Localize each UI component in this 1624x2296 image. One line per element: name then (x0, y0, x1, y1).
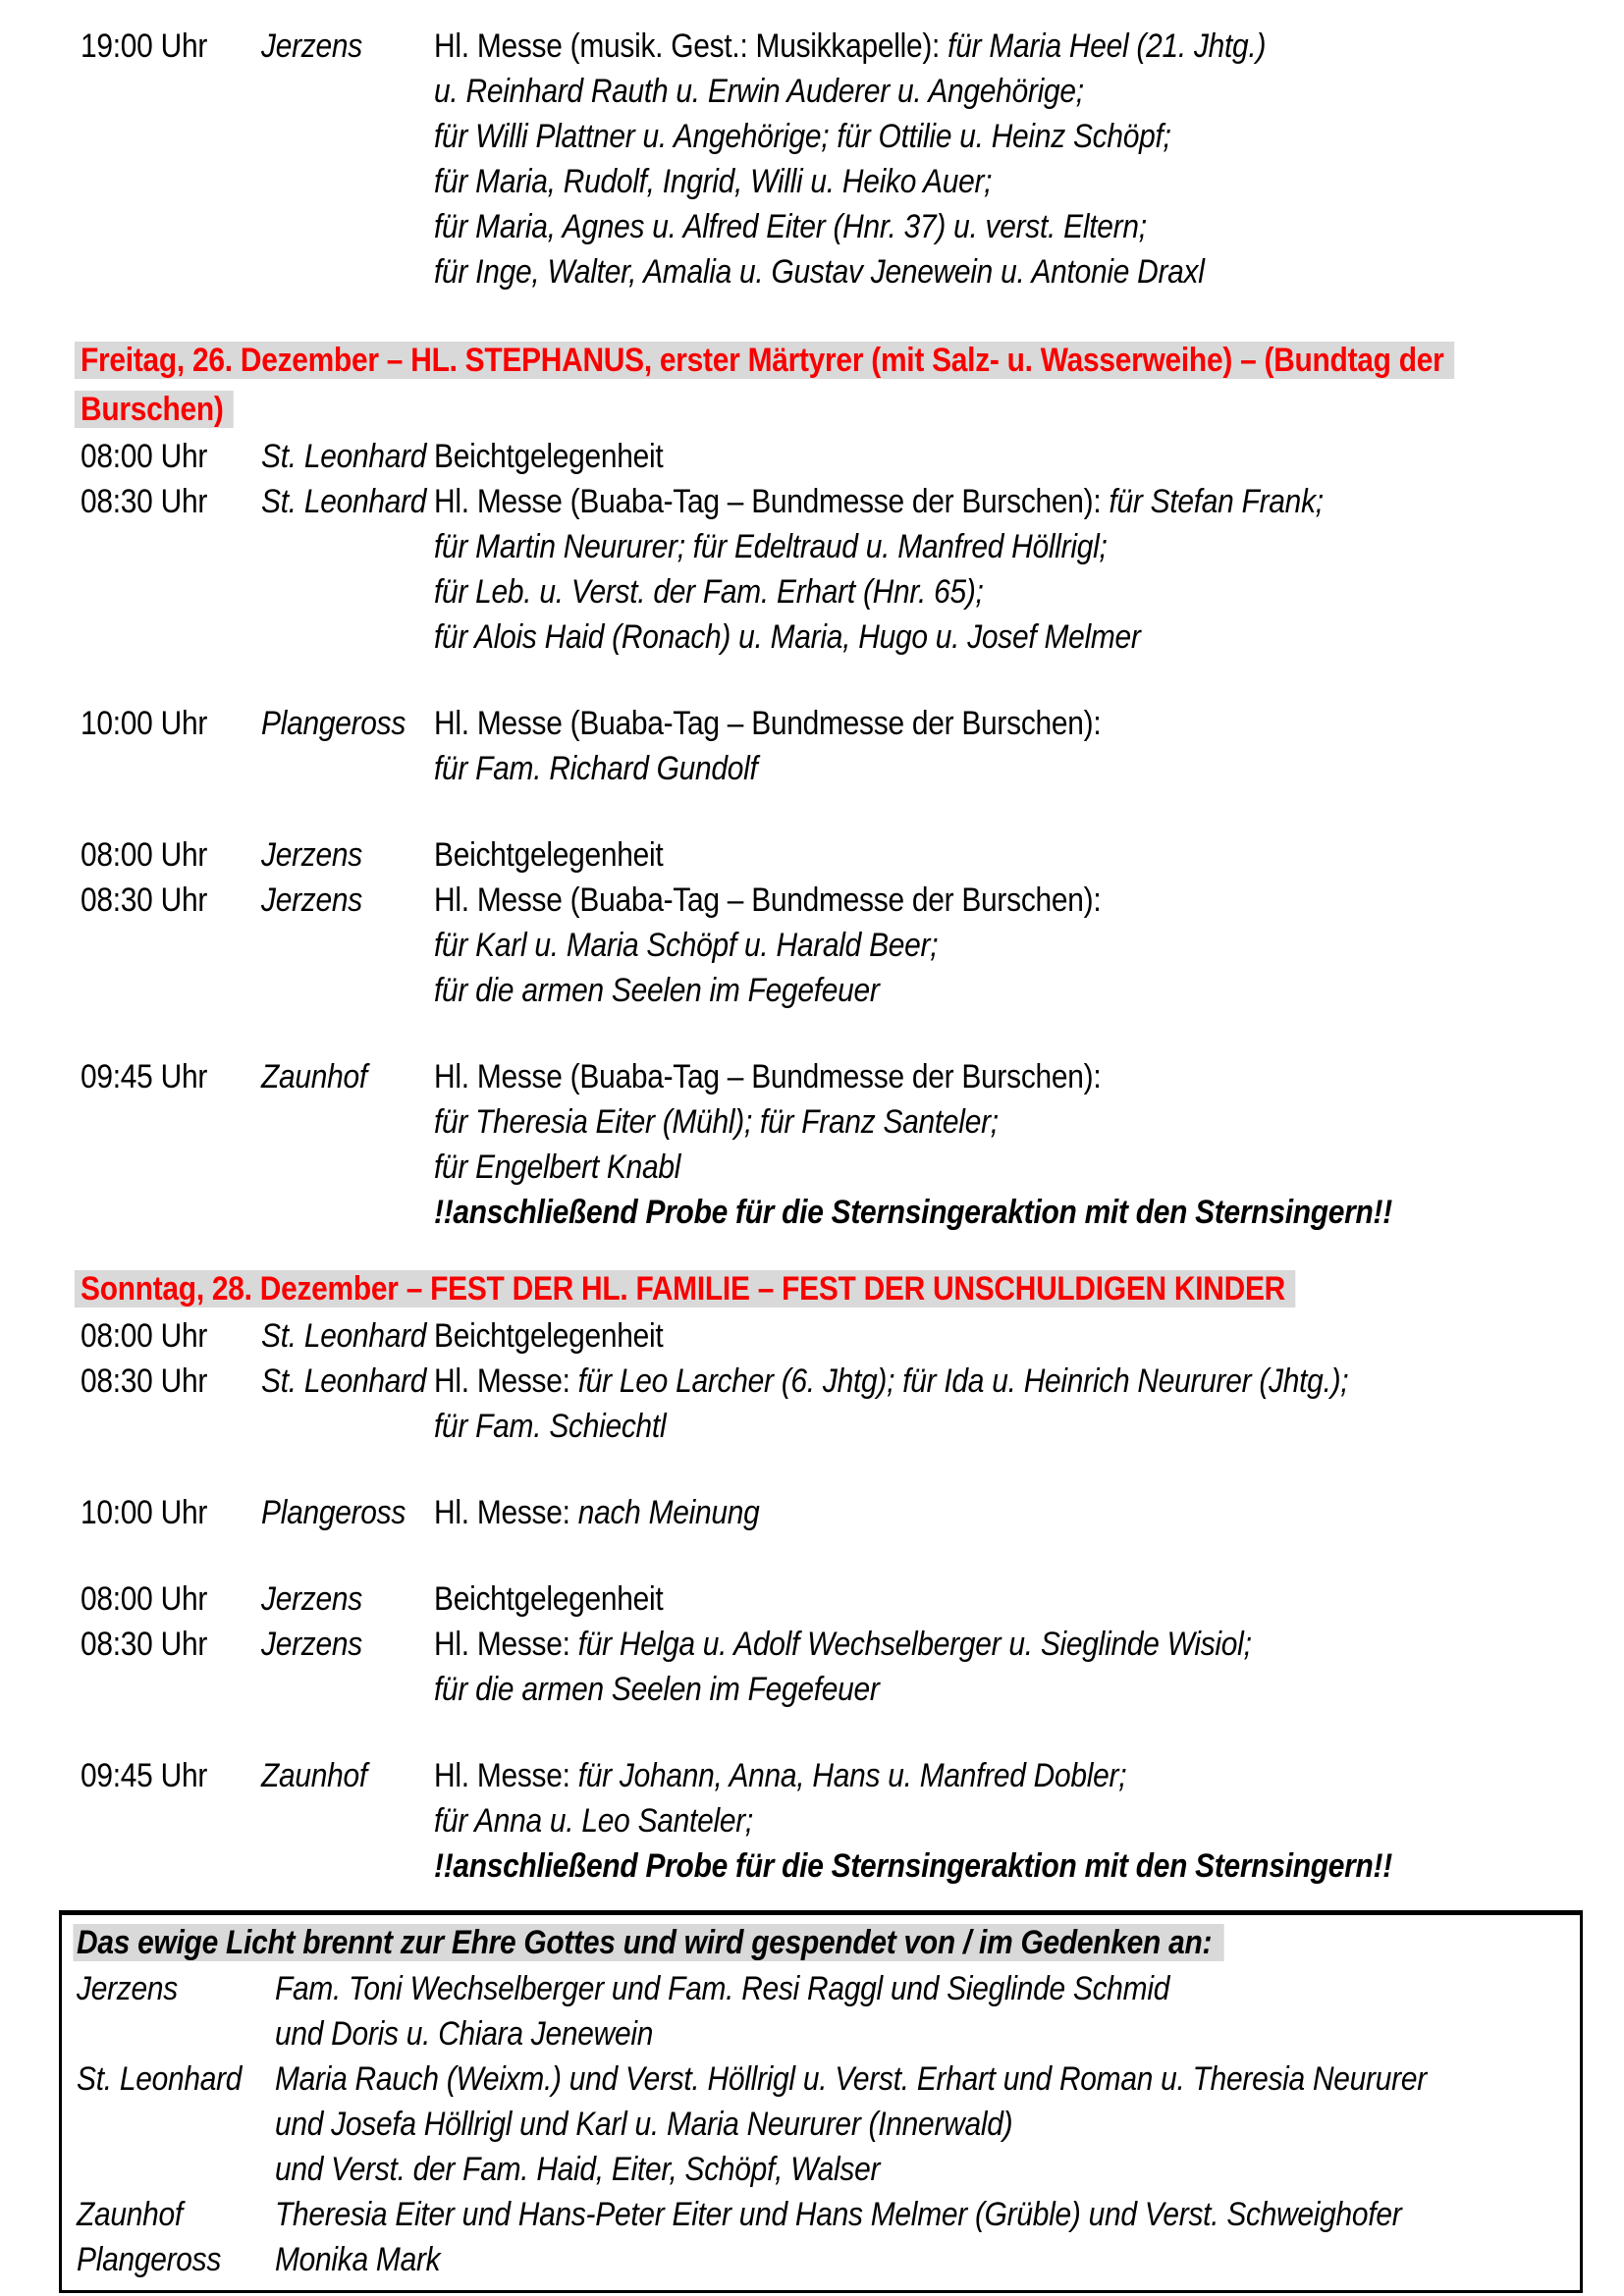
entry-location-text: Jerzens (261, 1626, 362, 1663)
entry-location (261, 1576, 434, 1622)
entry-location-text: Jerzens (261, 836, 362, 874)
schedule-entry (81, 24, 1624, 294)
memorial-text-line (275, 2056, 1584, 2102)
text-segment: Hl. Messe: (434, 1757, 578, 1794)
day-heading-line (81, 385, 1624, 434)
entry-time-text: 10:00 Uhr (81, 1494, 208, 1531)
memorial-location-text: St. Leonhard (77, 2060, 243, 2098)
description-line (434, 1667, 1624, 1712)
entry-time-text: 08:00 Uhr (81, 438, 208, 475)
description-line-content (434, 1404, 666, 1449)
schedule-block (81, 434, 1624, 1235)
description-line (434, 249, 1624, 294)
entry-description (434, 479, 1624, 660)
text-segment: !!anschließend Probe für die Sternsingeraktion mit den Sternsingern!! (434, 1194, 1392, 1231)
entry-location (261, 1054, 434, 1099)
description-line (434, 1798, 1624, 1843)
description-line-content (434, 479, 1324, 524)
memorial-text (275, 2237, 1580, 2282)
text-segment: für Engelbert Knabl (434, 1148, 681, 1186)
text-segment: für Martin Neururer; für Edeltraud u. Manfred Höllrigl; (434, 528, 1108, 565)
description-line (434, 479, 1624, 524)
description-line (434, 159, 1624, 204)
entry-time (81, 1622, 261, 1667)
text-segment: für Leo Larcher (6. Jhtg); für Ida u. Heinrich Neururer (Jhtg.); (577, 1362, 1349, 1400)
description-line-content (434, 159, 992, 204)
entry-time (81, 1576, 261, 1622)
entry-time (81, 434, 261, 479)
memorial-text-line (275, 1966, 1580, 2011)
entry-location (261, 479, 434, 524)
memorial-location (77, 2056, 275, 2102)
entry-location (261, 1359, 434, 1404)
schedule-entry (81, 1753, 1624, 1889)
entry-time-text: 08:30 Uhr (81, 1626, 208, 1663)
description-line-content (434, 1576, 663, 1622)
description-line-content (434, 24, 1266, 69)
memorial-text-line-content: Monika Mark (275, 2241, 441, 2278)
text-segment: Beichtgelegenheit (434, 438, 664, 475)
description-line (434, 923, 1624, 968)
entry-description (434, 878, 1624, 1013)
description-line (434, 614, 1624, 660)
description-line-content (434, 204, 1147, 249)
entry-time-text: 08:00 Uhr (81, 836, 208, 874)
description-line-content (434, 1313, 663, 1359)
text-segment: u. Reinhard Rauth u. Erwin Auderer u. Angehörige; (434, 73, 1084, 110)
entry-location-text: Zaunhof (261, 1058, 367, 1095)
text-segment: für Maria, Rudolf, Ingrid, Willi u. Heiko Auer; (434, 163, 993, 200)
entry-description (434, 701, 1624, 791)
day-heading-text-wrap (81, 1264, 1296, 1313)
entry-location-text: Jerzens (261, 881, 362, 919)
description-line (434, 204, 1624, 249)
description-line-content (434, 832, 663, 878)
description-line-content (434, 1054, 1101, 1099)
entry-description (434, 1622, 1624, 1712)
memorial-text-line-content: und Doris u. Chiara Jenewein (275, 2015, 654, 2053)
entry-time-text: 09:45 Uhr (81, 1058, 208, 1095)
entry-location-text: Jerzens (261, 27, 362, 65)
memorial-text-line (275, 2237, 1580, 2282)
entry-time (81, 1753, 261, 1798)
schedule-block (81, 24, 1624, 294)
text-segment: nach Meinung (577, 1494, 760, 1531)
description-line-content (434, 968, 880, 1013)
description-line (434, 1145, 1624, 1190)
entry-location-text: St. Leonhard (261, 483, 427, 520)
text-segment: Hl. Messe (Buaba-Tag – Bundmesse der Burschen): (434, 881, 1102, 919)
description-line (434, 1622, 1624, 1667)
text-segment: für Anna u. Leo Santeler; (434, 1802, 753, 1840)
text-segment: für Helga u. Adolf Wechselberger u. Sieglinde Wisiol; (577, 1626, 1252, 1663)
description-line-content (434, 249, 1205, 294)
entry-location (261, 878, 434, 923)
entry-location-text: Plangeross (261, 1494, 406, 1531)
schedule-block (81, 1313, 1624, 1889)
memorial-row (77, 2056, 1580, 2192)
entry-time (81, 1313, 261, 1359)
description-line-content (434, 524, 1108, 569)
memorial-text (275, 2192, 1580, 2237)
memorial-text (275, 2056, 1584, 2192)
entry-description (434, 1753, 1624, 1889)
text-segment: für Inge, Walter, Amalia u. Gustav Jenewein u. Antonie Draxl (434, 253, 1205, 291)
description-line-content (434, 434, 663, 479)
day-heading-line (81, 1264, 1624, 1313)
day-heading-text: Freitag, 26. Dezember – HL. STEPHANUS, erster Märtyrer (mit Salz- u. Wasserweihe) – (Bundtag der (75, 342, 1454, 379)
description-line (434, 114, 1624, 159)
text-segment: Beichtgelegenheit (434, 1317, 664, 1355)
memorial-location (77, 2192, 275, 2237)
description-line (434, 1190, 1624, 1235)
text-segment: Beichtgelegenheit (434, 836, 664, 874)
schedule-entry (81, 479, 1624, 660)
description-line (434, 569, 1624, 614)
entry-time (81, 24, 261, 69)
description-line (434, 1313, 1624, 1359)
entry-time (81, 1359, 261, 1404)
day-heading-text: Burschen) (75, 391, 234, 428)
entry-location-text: Zaunhof (261, 1757, 367, 1794)
entry-time (81, 878, 261, 923)
description-line-content (434, 114, 1171, 159)
description-line (434, 24, 1624, 69)
day-heading-line (81, 336, 1624, 385)
entry-location (261, 701, 434, 746)
schedule-entry (81, 434, 1624, 479)
text-segment: für Johann, Anna, Hans u. Manfred Dobler; (577, 1757, 1127, 1794)
description-line-content (434, 1843, 1392, 1889)
memorial-text-line-content: Fam. Toni Wechselberger und Fam. Resi Raggl und Sieglinde Schmid (275, 1970, 1170, 2007)
description-line (434, 1843, 1624, 1889)
memorial-text-line (275, 2147, 1584, 2192)
entry-location (261, 1313, 434, 1359)
text-segment: für Maria Heel (21. Jhtg.) (947, 27, 1267, 65)
description-line (434, 878, 1624, 923)
entry-location (261, 24, 434, 69)
schedule-entry (81, 832, 1624, 878)
entry-location-text: St. Leonhard (261, 438, 427, 475)
description-line-content (434, 614, 1141, 660)
description-line-content (434, 701, 1101, 746)
text-segment: für Karl u. Maria Schöpf u. Harald Beer; (434, 927, 939, 964)
entry-location-text: Jerzens (261, 1580, 362, 1618)
entry-description (434, 1313, 1624, 1359)
entry-time-text: 08:00 Uhr (81, 1580, 208, 1618)
text-segment: für Willi Plattner u. Angehörige; für Ottilie u. Heinz Schöpf; (434, 118, 1171, 155)
entry-description (434, 1490, 1624, 1535)
entry-time-text: 08:30 Uhr (81, 1362, 208, 1400)
day-heading (81, 1264, 1624, 1313)
memorial-text-line-content: und Josefa Höllrigl und Karl u. Maria Neururer (Innerwald) (275, 2106, 1013, 2143)
memorial-box (59, 1910, 1583, 2293)
schedule-entry (81, 1576, 1624, 1622)
memorial-location-text: Jerzens (77, 1970, 178, 2007)
text-segment: für Fam. Richard Gundolf (434, 750, 758, 787)
description-line (434, 1359, 1624, 1404)
entry-time-text: 08:00 Uhr (81, 1317, 208, 1355)
entry-time-text: 19:00 Uhr (81, 27, 208, 65)
entry-location (261, 434, 434, 479)
memorial-location (77, 2237, 275, 2282)
entry-location (261, 1622, 434, 1667)
text-segment: für Theresia Eiter (Mühl); für Franz Santeler; (434, 1103, 999, 1141)
memorial-text-line (275, 2011, 1580, 2056)
entry-location-text: Plangeross (261, 705, 406, 742)
description-line (434, 701, 1624, 746)
entry-time (81, 1054, 261, 1099)
description-line (434, 1054, 1624, 1099)
description-line-content (434, 1798, 753, 1843)
text-segment: für Maria, Agnes u. Alfred Eiter (Hnr. 37) u. verst. Eltern; (434, 208, 1147, 245)
memorial-box-heading (77, 1919, 1580, 1966)
entry-time (81, 701, 261, 746)
entry-time-text: 08:30 Uhr (81, 483, 208, 520)
description-line-content (434, 746, 758, 791)
memorial-text-line (275, 2102, 1584, 2147)
entry-time (81, 832, 261, 878)
memorial-text-line-content: Maria Rauch (Weixm.) und Verst. Höllrigl u. Verst. Erhart und Roman u. Theresia Neururer (275, 2060, 1427, 2098)
schedule-entry (81, 1313, 1624, 1359)
description-line (434, 524, 1624, 569)
schedule-entry (81, 701, 1624, 791)
entry-location (261, 832, 434, 878)
entry-location-text: St. Leonhard (261, 1317, 427, 1355)
memorial-location-text: Zaunhof (77, 2196, 183, 2233)
schedule-entry (81, 1490, 1624, 1535)
entry-description (434, 832, 1624, 878)
description-line-content (434, 1190, 1392, 1235)
description-line-content (434, 1099, 999, 1145)
memorial-location-text: Plangeross (77, 2241, 222, 2278)
entry-description (434, 1359, 1624, 1449)
entry-description (434, 434, 1624, 479)
description-line-content (434, 1622, 1252, 1667)
text-segment: für Leb. u. Verst. der Fam. Erhart (Hnr. 65); (434, 573, 984, 611)
description-line-content (434, 923, 938, 968)
entry-description (434, 1054, 1624, 1235)
description-line (434, 1576, 1624, 1622)
description-line-content (434, 1667, 880, 1712)
text-segment: für Fam. Schiechtl (434, 1408, 667, 1445)
text-segment: Hl. Messe: (434, 1494, 578, 1531)
description-line (434, 434, 1624, 479)
description-line-content (434, 1753, 1126, 1798)
entry-description (434, 1576, 1624, 1622)
description-line (434, 1404, 1624, 1449)
description-line-content (434, 69, 1084, 114)
description-line (434, 1099, 1624, 1145)
schedule-document (0, 24, 1624, 1889)
day-heading-text: Sonntag, 28. Dezember – FEST DER HL. FAMILIE – FEST DER UNSCHULDIGEN KINDER (75, 1270, 1296, 1308)
text-segment: für Stefan Frank; (1109, 483, 1324, 520)
text-segment: für die armen Seelen im Fegefeuer (434, 1671, 880, 1708)
description-line-content (434, 1490, 760, 1535)
text-segment: Hl. Messe: (434, 1362, 578, 1400)
memorial-row (77, 2192, 1580, 2237)
memorial-row (77, 2237, 1580, 2282)
memorial-location (77, 1966, 275, 2011)
schedule-entry (81, 878, 1624, 1013)
schedule-entry (81, 1054, 1624, 1235)
text-segment: Beichtgelegenheit (434, 1580, 664, 1618)
description-line (434, 746, 1624, 791)
entry-time-text: 09:45 Uhr (81, 1757, 208, 1794)
memorial-box-heading-text: Das ewige Licht brennt zur Ehre Gottes und wird gespendet von / im Gedenken an: (73, 1924, 1223, 1961)
memorial-text-line (275, 2192, 1580, 2237)
text-segment: Hl. Messe (Buaba-Tag – Bundmesse der Burschen): (434, 1058, 1102, 1095)
description-line (434, 1490, 1624, 1535)
description-line (434, 69, 1624, 114)
entry-description (434, 24, 1624, 294)
description-line (434, 1753, 1624, 1798)
text-segment: Hl. Messe (Buaba-Tag – Bundmesse der Burschen): (434, 705, 1102, 742)
entry-time-text: 08:30 Uhr (81, 881, 208, 919)
text-segment: für Alois Haid (Ronach) u. Maria, Hugo u. Josef Melmer (434, 618, 1141, 656)
entry-time-text: 10:00 Uhr (81, 705, 208, 742)
text-segment: Hl. Messe (Buaba-Tag – Bundmesse der Burschen): (434, 483, 1110, 520)
schedule-entry (81, 1359, 1624, 1449)
memorial-row (77, 1966, 1580, 2056)
text-segment: Hl. Messe (musik. Gest.: Musikkapelle): (434, 27, 948, 65)
description-line (434, 832, 1624, 878)
entry-location (261, 1753, 434, 1798)
memorial-text-line-content: Theresia Eiter und Hans-Peter Eiter und Hans Melmer (Grüble) und Verst. Schweighofer (275, 2196, 1402, 2233)
memorial-box-rows (77, 1966, 1580, 2282)
description-line (434, 968, 1624, 1013)
schedule-entry (81, 1622, 1624, 1712)
text-segment: !!anschließend Probe für die Sternsingeraktion mit den Sternsingern!! (434, 1847, 1392, 1885)
text-segment: Hl. Messe: (434, 1626, 578, 1663)
description-line-content (434, 1359, 1348, 1404)
entry-location-text: St. Leonhard (261, 1362, 427, 1400)
description-line-content (434, 1145, 680, 1190)
memorial-text-line-content: und Verst. der Fam. Haid, Eiter, Schöpf, Walser (275, 2151, 881, 2188)
day-heading-text-wrap (81, 336, 1454, 385)
day-heading-text-wrap (81, 385, 234, 434)
day-heading (81, 336, 1624, 434)
entry-time (81, 479, 261, 524)
entry-time (81, 1490, 261, 1535)
memorial-text (275, 1966, 1580, 2056)
description-line-content (434, 569, 984, 614)
entry-location (261, 1490, 434, 1535)
description-line-content (434, 878, 1101, 923)
text-segment: für die armen Seelen im Fegefeuer (434, 972, 880, 1009)
